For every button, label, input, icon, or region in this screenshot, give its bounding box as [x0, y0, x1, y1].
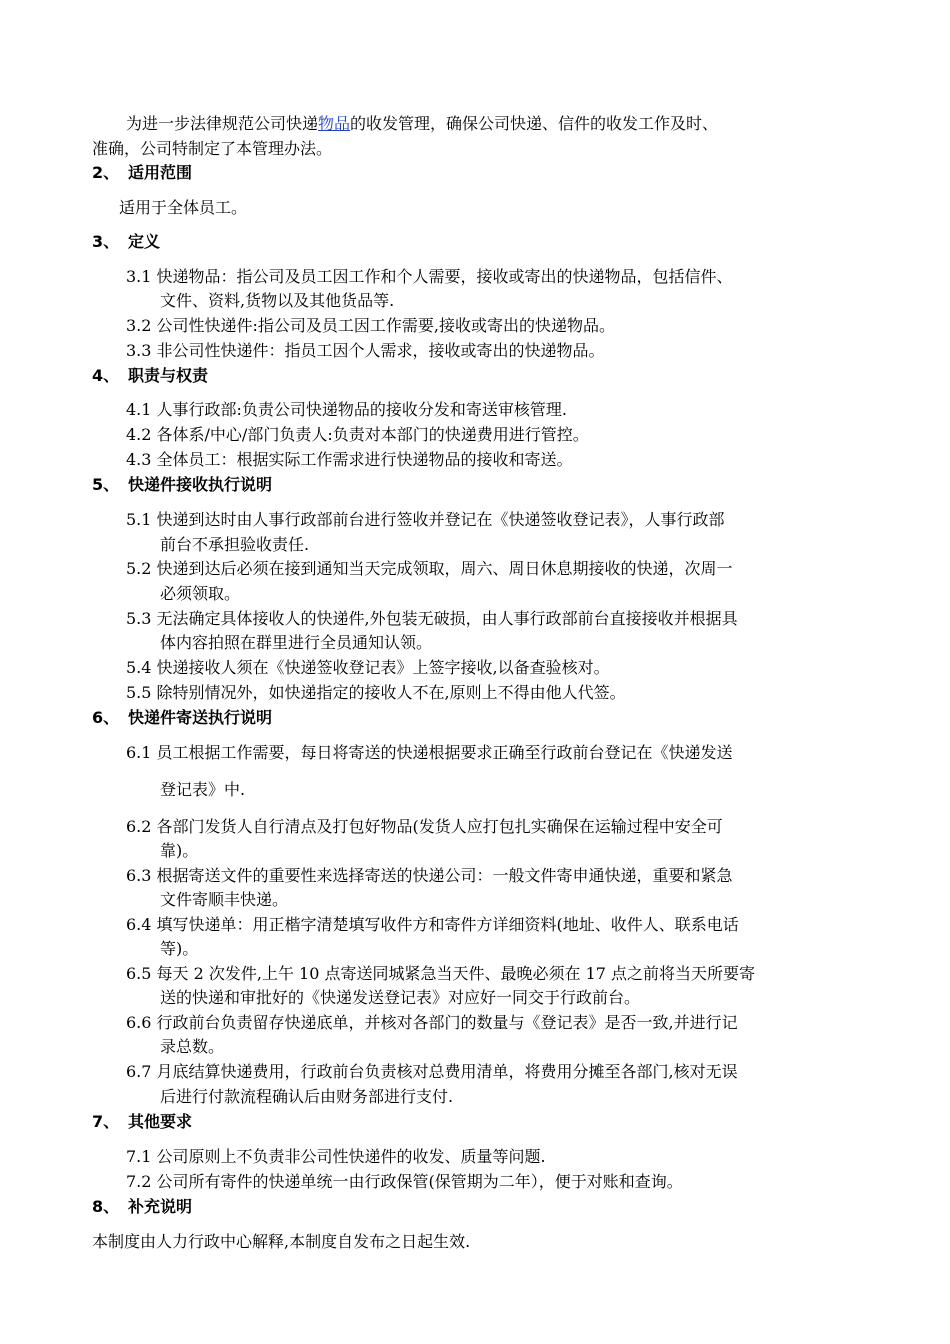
section-2-number: 2、 [92, 163, 120, 182]
section-4-heading [92, 364, 208, 388]
section-3-title: 定义 [128, 232, 161, 251]
intro-link-items[interactable]: 物品 [318, 114, 351, 133]
section-8-text: 本制度由人力行政中心解释,本制度自发布之日起生效. [92, 1232, 471, 1251]
section-7-heading [92, 1110, 192, 1134]
section-6-title: 快递件寄送执行说明 [128, 708, 273, 727]
section-6-number: 6、 [92, 708, 120, 727]
section-5-item-4: 5.4 快递接收人须在《快递签收登记表》上签字接收,以备查验核对。 [126, 658, 610, 677]
section-3-number: 3、 [92, 232, 120, 251]
section-6-item-6-line-2: 录总数。 [160, 1037, 225, 1056]
section-6-item-7-line-1: 6.7 月底结算快递费用，行政前台负责核对总费用清单，将费用分摊至各部门,核对无误 [126, 1062, 738, 1081]
section-5-item-1-line-1: 5.1 快递到达时由人事行政部前台进行签收并登记在《快递签收登记表》，人事行政部 [126, 510, 725, 529]
section-4-title: 职责与权责 [128, 366, 209, 385]
intro-text-pre: 为进一步法律规范公司快递 [126, 114, 319, 133]
section-6-item-3-line-2: 文件寄顺丰快递。 [160, 890, 289, 909]
section-2-heading [92, 161, 192, 185]
section-8-heading [92, 1195, 192, 1219]
section-6-item-1-line-2: 登记表》中. [160, 780, 246, 799]
section-8-title: 补充说明 [128, 1197, 193, 1216]
section-6-heading [92, 706, 272, 730]
section-4-number: 4、 [92, 366, 120, 385]
section-7-item-2: 7.2 公司所有寄件的快递单统一由行政保管(保管期为二年），便于对账和查询。 [126, 1172, 683, 1191]
section-7-number: 7、 [92, 1112, 120, 1131]
section-6-item-3-line-1: 6.3 根据寄送文件的重要性来选择寄送的快递公司：一般文件寄申通快递，重要和紧急 [126, 866, 733, 885]
section-2-title: 适用范围 [128, 163, 193, 182]
section-5-item-5: 5.5 除特别情况外，如快递指定的接收人不在,原则上不得由他人代签。 [126, 683, 626, 702]
section-6-item-5-line-2: 送的快递和审批好的《快递发送登记表》对应好一同交于行政前台。 [160, 988, 641, 1007]
section-5-item-3-line-1: 5.3 无法确定具体接收人的快递件,外包装无破损，由人事行政部前台直接接收并根据具 [126, 609, 738, 628]
section-6-item-6-line-1: 6.6 行政前台负责留存快递底单，并核对各部门的数量与《登记表》是否一致,并进行记 [126, 1013, 738, 1032]
section-4-item-2: 4.2 各体系/中心/部门负责人:负责对本部门的快递费用进行管控。 [126, 425, 589, 444]
section-4-item-1: 4.1 人事行政部:负责公司快递物品的接收分发和寄送审核管理. [126, 400, 568, 419]
section-5-item-3-line-2: 体内容拍照在群里进行全员通知认领。 [160, 633, 433, 652]
section-6-item-7-line-2: 后进行付款流程确认后由财务部进行支付. [160, 1087, 454, 1106]
section-3-item-2: 3.2 公司性快递件:指公司及员工因工作需要,接收或寄出的快递物品。 [126, 316, 616, 335]
intro-line-1 [126, 112, 718, 136]
section-6-item-2-line-1: 6.2 各部门发货人自行清点及打包好物品(发货人应打包扎实确保在运输过程中安全可 [126, 817, 723, 836]
section-5-title: 快递件接收执行说明 [128, 475, 273, 494]
section-7-item-1: 7.1 公司原则上不负责非公司性快递件的收发、质量等问题. [126, 1147, 546, 1166]
section-4-item-3: 4.3 全体员工：根据实际工作需求进行快递物品的接收和寄送。 [126, 450, 573, 469]
section-3-heading [92, 230, 160, 254]
section-3-item-1-line-1: 3.1 快递物品：指公司及员工因工作和个人需要，接收或寄出的快递物品，包括信件、 [126, 267, 733, 286]
section-3-item-3: 3.3 非公司性快递件：指员工因个人需求，接收或寄出的快递物品。 [126, 341, 605, 360]
section-6-item-2-line-2: 靠)。 [160, 841, 199, 860]
intro-line-2: 准确，公司特制定了本管理办法。 [92, 139, 333, 158]
intro-text-post: 的收发管理，确保公司快递、信件的收发工作及时、 [350, 114, 719, 133]
section-5-heading [92, 473, 272, 497]
section-6-item-5-line-1: 6.5 每天 2 次发件,上午 10 点寄送同城紧急当天件、最晚必须在 17 点之前将当天所要寄 [126, 964, 756, 983]
section-6-item-4-line-2: 等)。 [160, 939, 199, 958]
section-8-number: 8、 [92, 1197, 120, 1216]
section-5-number: 5、 [92, 475, 120, 494]
section-5-item-1-line-2: 前台不承担验收责任. [160, 535, 310, 554]
section-5-item-2-line-1: 5.2 快递到达后必须在接到通知当天完成领取，周六、周日休息期接收的快递，次周一 [126, 559, 733, 578]
section-6-item-4-line-1: 6.4 填写快递单：用正楷字清楚填写收件方和寄件方详细资料(地址、收件人、联系电话 [126, 915, 739, 934]
section-2-text: 适用于全体员工。 [119, 198, 248, 217]
section-5-item-2-line-2: 必须领取。 [160, 584, 241, 603]
section-7-title: 其他要求 [128, 1112, 193, 1131]
section-6-item-1-line-1: 6.1 员工根据工作需要，每日将寄送的快递根据要求正确至行政前台登记在《快递发送 [126, 743, 733, 762]
section-3-item-1-line-2: 文件、资料,货物以及其他货品等. [160, 291, 395, 310]
